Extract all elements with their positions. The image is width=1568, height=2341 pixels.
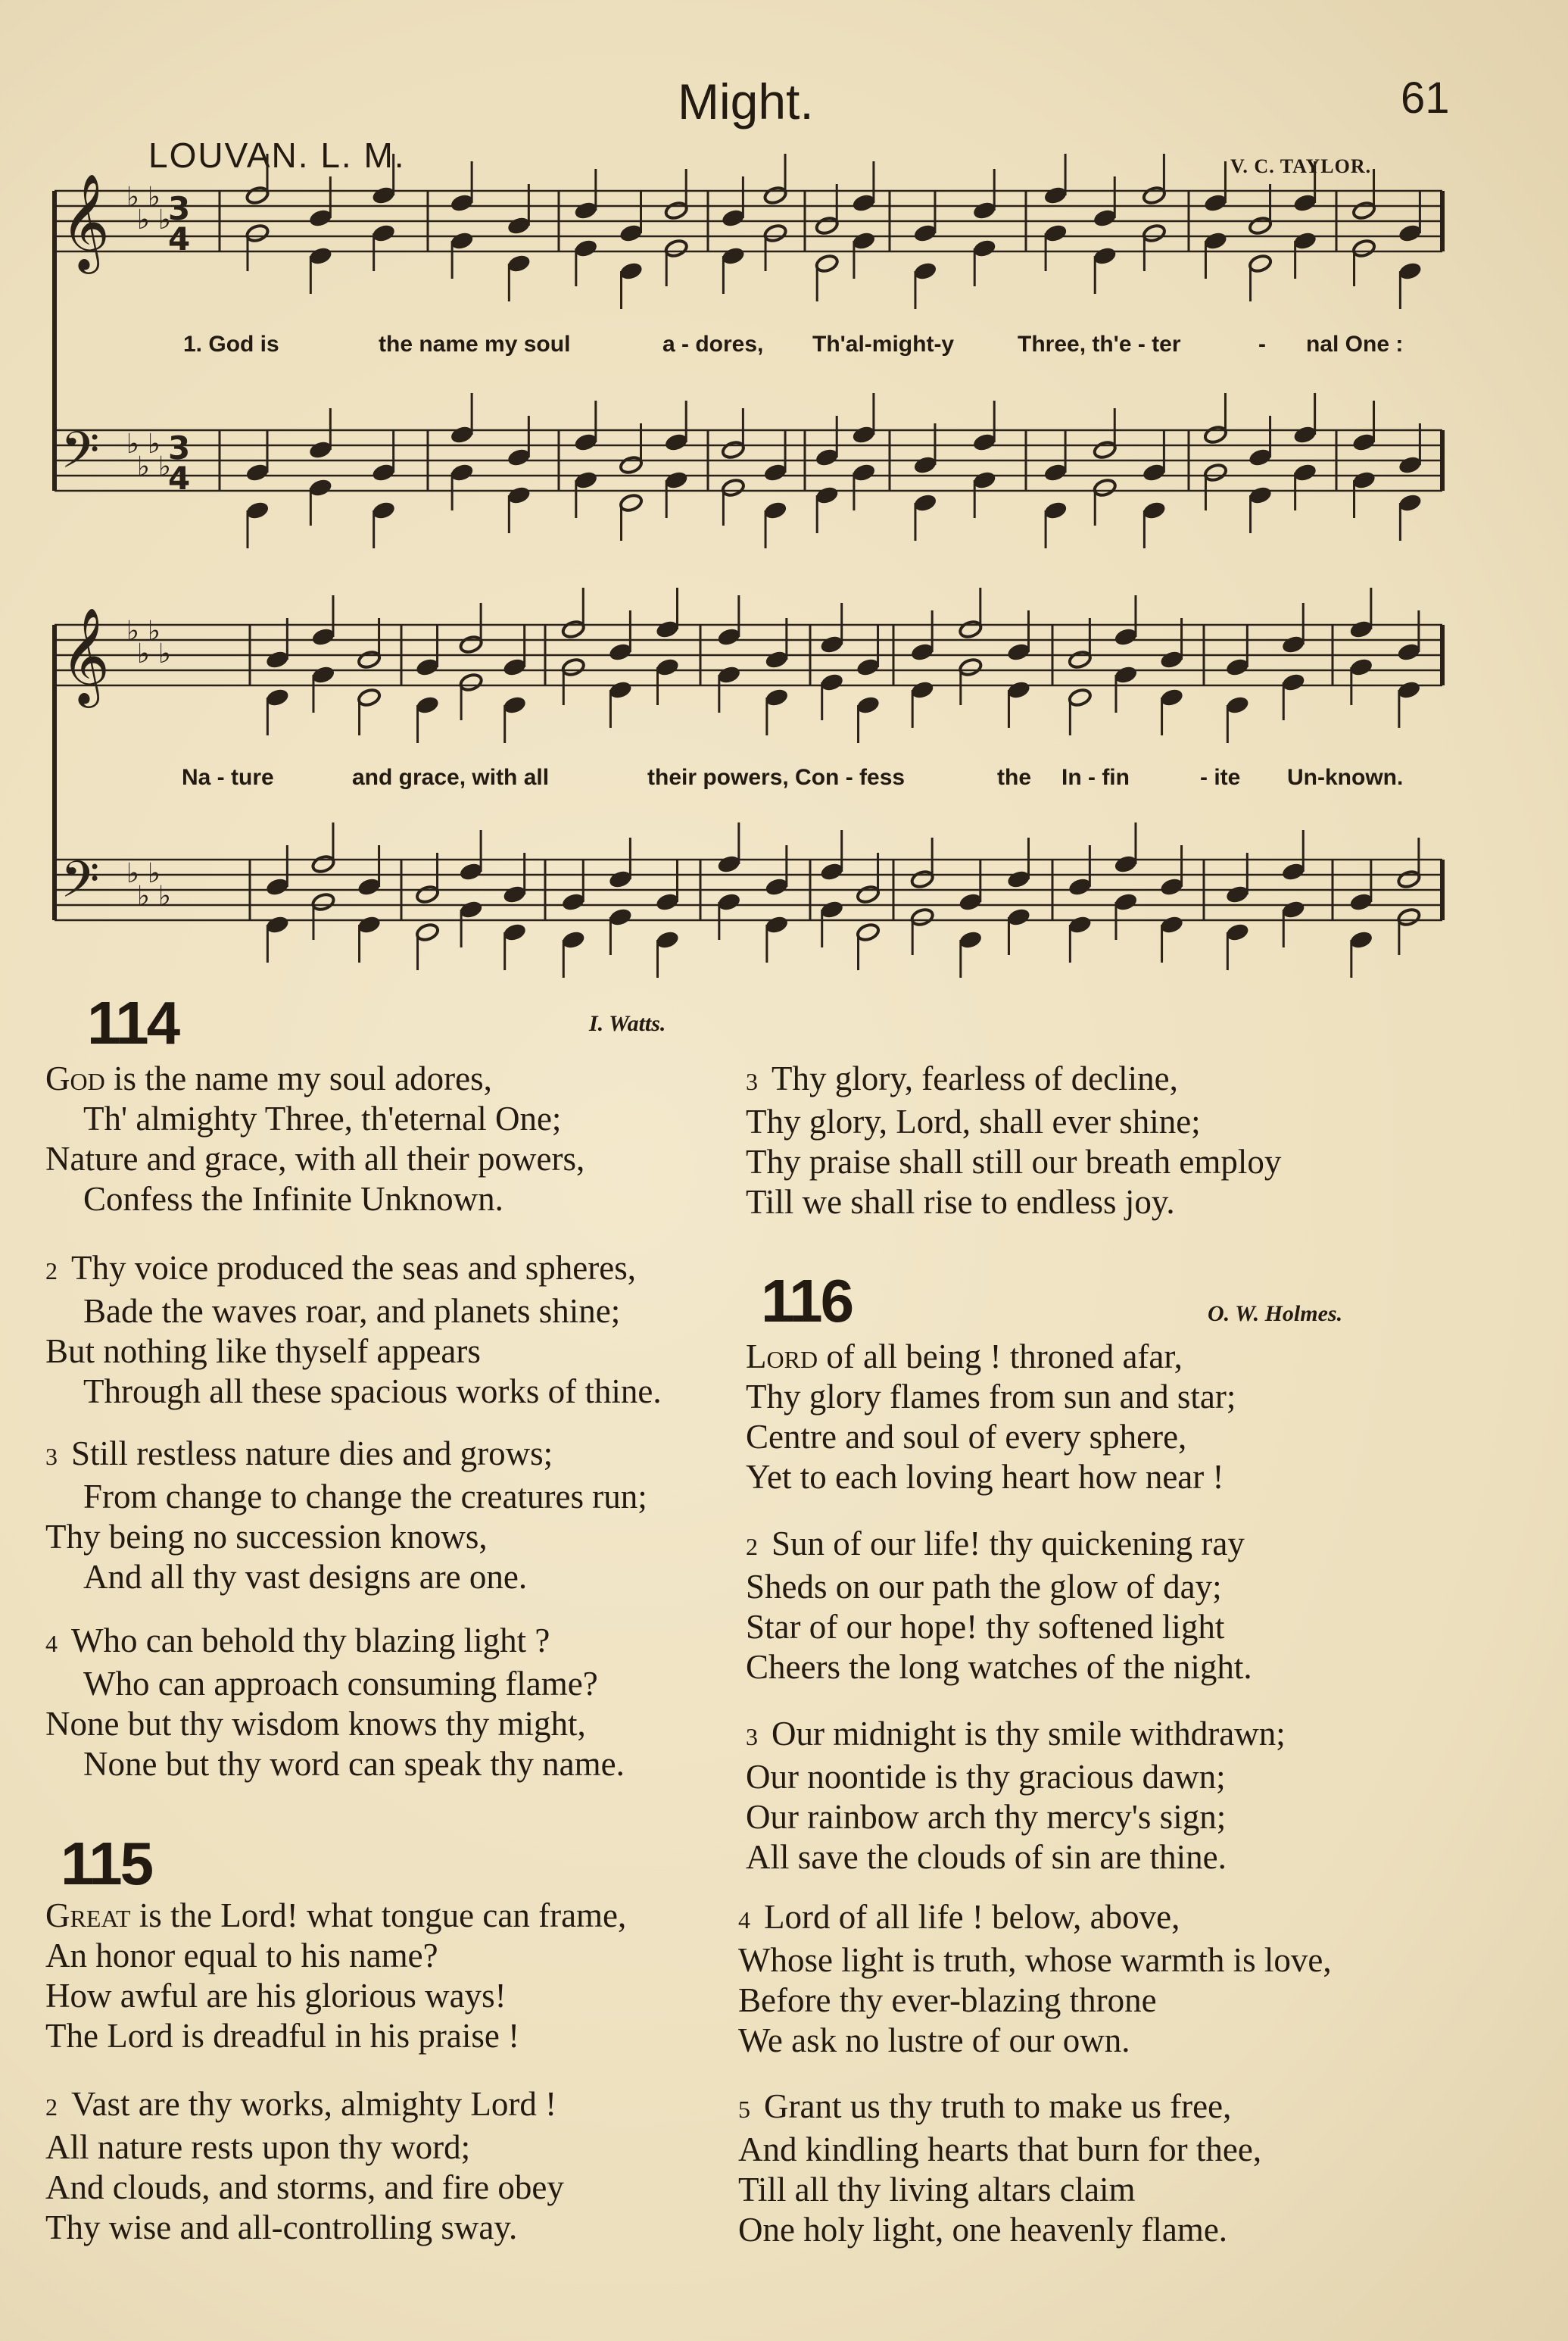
page-title: Might. <box>678 73 814 130</box>
svg-text:4: 4 <box>168 460 191 497</box>
svg-text:♭: ♭ <box>137 881 150 912</box>
notes <box>245 154 1423 978</box>
svg-text:♭: ♭ <box>126 616 139 647</box>
music-lyric: Th'al-might-y <box>812 332 955 357</box>
hymn-116-verse-2: 2 Sun of our life! thy quickening ray Sheds on our path the glow of day; Star of our hope! thy softened light Cheers the long watches of the night. <box>746 1525 1252 1686</box>
svg-text:𝄞: 𝄞 <box>61 607 111 704</box>
composer: V. C. TAYLOR. <box>1230 155 1372 177</box>
hymn-114-verse-4: 4 Who can behold thy blazing light ? Who can approach consuming flame? None but thy wisdom knows thy might, None but thy word can speak thy name. <box>45 1622 625 1783</box>
svg-text:♭: ♭ <box>126 858 139 889</box>
clefs <box>61 173 190 921</box>
hymn-115-verse-1: Great is the Lord! what tongue can frame, An honor equal to his name? How awful are his glorious ways! The Lord is dreadful in his praise ! <box>45 1896 627 2055</box>
music-lyric: their powers, Con - fess <box>647 765 906 790</box>
hymn-114-verse-2: 2 Thy voice produced the seas and spheres, Bade the waves roar, and planets shine; But nothing like thyself appears Through all these spacious works of thine. <box>45 1249 662 1410</box>
svg-text:𝄢: 𝄢 <box>61 851 100 921</box>
hymn-number: 114 <box>87 989 179 1057</box>
svg-text:♭: ♭ <box>148 858 161 889</box>
svg-text:♭: ♭ <box>158 638 171 670</box>
music-lyric: In - fin <box>1061 765 1130 790</box>
svg-text:♭: ♭ <box>126 429 139 460</box>
hymn-114-verse-3: 3 Still restless nature dies and grows; From change to change the creatures run; Thy being no succession knows, And all thy vast designs are one. <box>45 1434 647 1596</box>
svg-text:♭: ♭ <box>137 638 150 670</box>
tune-name: LOUVAN. L. M. <box>148 136 406 175</box>
music-lyric: Un-known. <box>1287 765 1404 790</box>
hymn-115-verse-3: 3 Thy glory, fearless of decline, Thy glory, Lord, shall ever shine; Thy praise shall still our breath employ Till we shall rise to endless joy. <box>746 1060 1282 1221</box>
svg-text:♭: ♭ <box>148 429 161 460</box>
page-number: 61 <box>1401 73 1450 123</box>
svg-text:3: 3 <box>168 190 191 227</box>
hymn-author: I. Watts. <box>589 1011 666 1036</box>
svg-text:♭: ♭ <box>158 204 171 236</box>
hymn-116-verse-5: 5 Grant us thy truth to make us free, And kindling hearts that burn for thee, Till all thy living altars claim One holy light, one heavenly flame. <box>738 2087 1262 2249</box>
hymn-number: 115 <box>61 1830 152 1897</box>
music-lyric: Three, th'e - ter <box>1018 332 1181 357</box>
music-lyric: the name my soul <box>379 332 571 357</box>
hymn-116-verse-3: 3 Our midnight is thy smile withdrawn; Our noontide is thy gracious dawn; Our rainbow arch thy mercy's sign; All save the clouds of sin are thine. <box>746 1715 1286 1876</box>
music-lyric: - <box>1258 332 1266 357</box>
music-lyric: 1. God is <box>183 332 279 357</box>
svg-text:♭: ♭ <box>148 616 161 647</box>
svg-text:♭: ♭ <box>158 881 171 912</box>
svg-text:4: 4 <box>168 220 191 258</box>
music-lyric: nal One : <box>1306 332 1404 357</box>
hymn-author: O. W. Holmes. <box>1208 1301 1343 1326</box>
music-lyric: and grace, with all <box>352 765 550 790</box>
music-lyric: the <box>997 765 1031 790</box>
svg-text:♭: ♭ <box>158 451 171 482</box>
svg-text:𝄞: 𝄞 <box>61 173 111 270</box>
hymn-116-verse-1: Lord of all being ! throned afar, Thy glory flames from sun and star; Centre and soul of every sphere, Yet to each loving heart how near ! <box>746 1337 1236 1496</box>
hymn-116-verse-4: 4 Lord of all life ! below, above, Whose light is truth, whose warmth is love, Before thy ever-blazing throne We ask no lustre of our own. <box>738 1898 1332 2059</box>
hymn-number: 116 <box>761 1267 853 1334</box>
barlines <box>55 191 1442 920</box>
music-lyric: - ite <box>1200 765 1241 790</box>
music-lyric: a - dores, <box>662 332 764 357</box>
svg-text:𝄢: 𝄢 <box>61 421 100 492</box>
staff-lines <box>55 191 1442 920</box>
hymn-115-verse-2: 2 Vast are thy works, almighty Lord ! All nature rests upon thy word; And clouds, and storms, and fire obey Thy wise and all-controlling sway. <box>45 2085 564 2246</box>
svg-text:♭: ♭ <box>126 182 139 213</box>
svg-text:♭: ♭ <box>148 182 161 213</box>
music-score <box>0 0 1568 985</box>
hymn-114-verse-1: God is the name my soul adores, Th' almighty Three, th'eternal One; Nature and grace, with all their powers, Confess the Infinite Unknown. <box>45 1060 585 1218</box>
svg-text:3: 3 <box>168 429 191 467</box>
svg-text:♭: ♭ <box>137 451 150 482</box>
svg-text:♭: ♭ <box>137 204 150 236</box>
music-lyric: Na - ture <box>182 765 274 790</box>
